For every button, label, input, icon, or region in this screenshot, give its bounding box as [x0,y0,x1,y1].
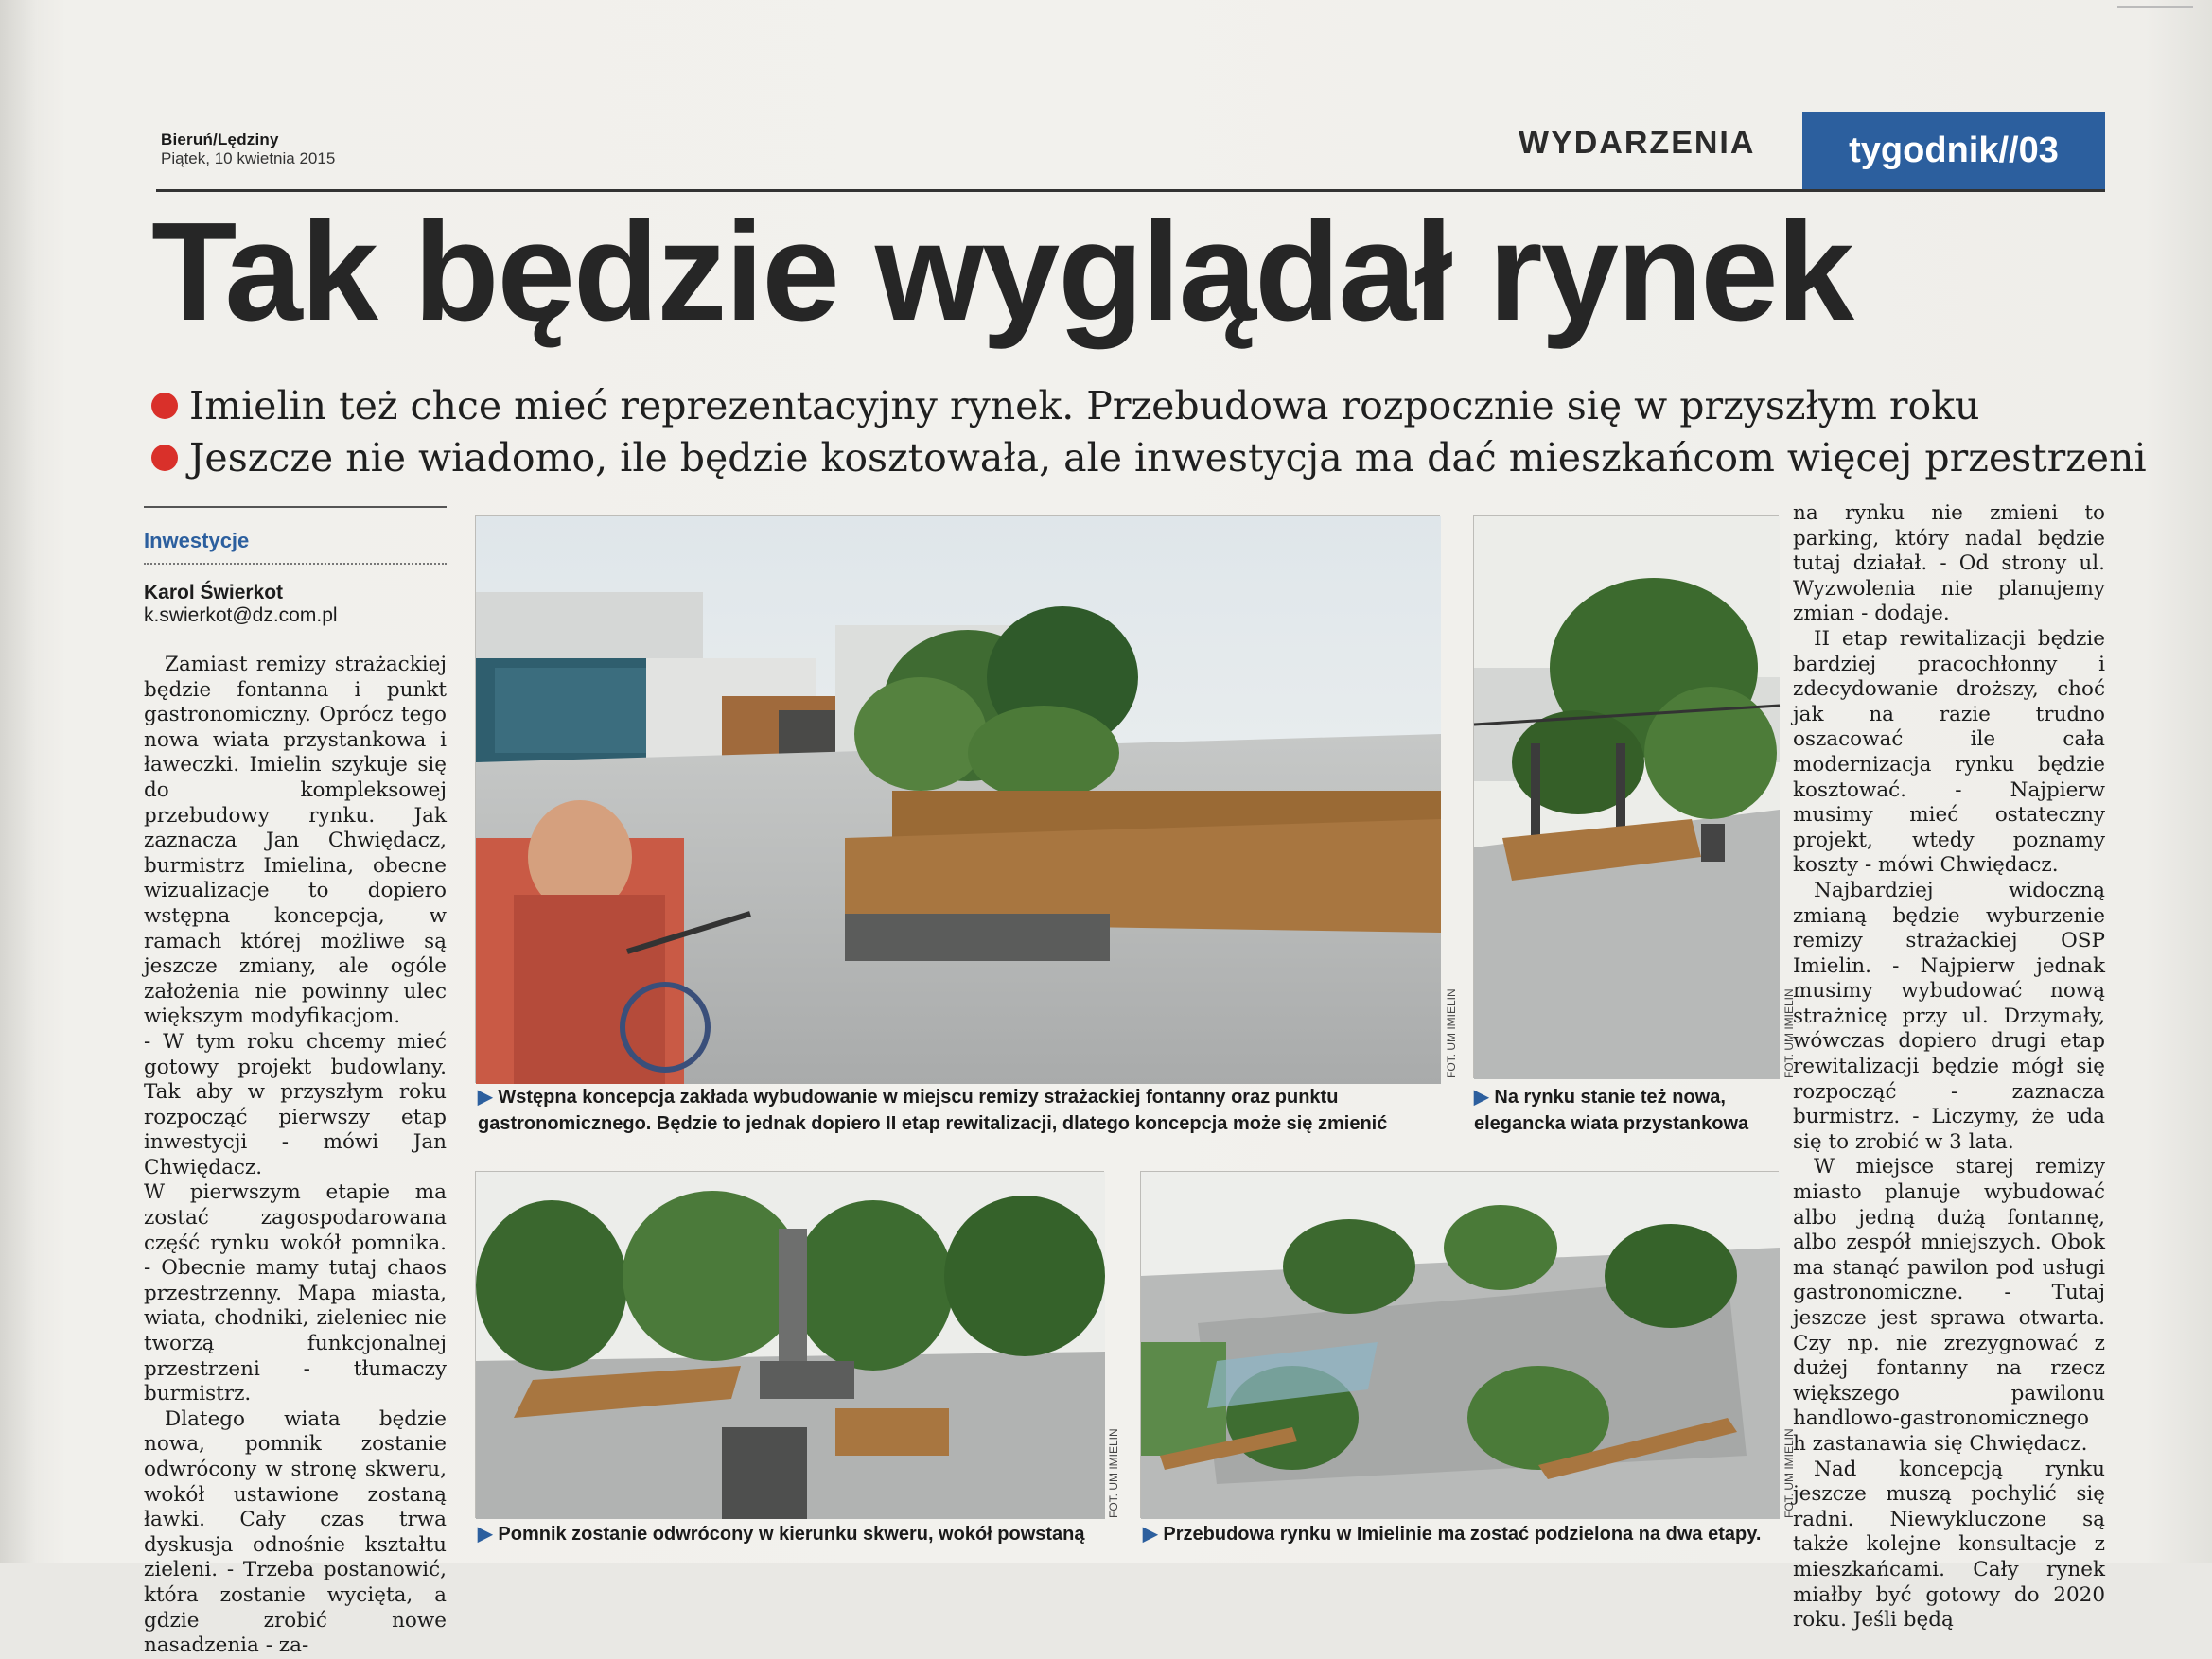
masthead-info [161,131,335,168]
subheadline-1-text: Imielin też chce mieć reprezentacyjny rynek. Przebudowa rozpocznie się w przyszłym roku [189,383,1980,428]
scan-mark [2117,6,2193,15]
header-rule [156,189,2105,192]
caption-line [1474,1084,1786,1110]
author-name: Karol Świerkot [144,582,284,603]
paragraph: W miejsce starej remizy miasto planuje wybudować albo jedną dużą fontannę, albo zespół mniejszych. Obok ma stanąć pawilon pod usługi gastronomiczne. - Tutaj jeszcze jest sprawa otwarta. Czy np. nie zrezygnować z dużej fontanny na rzecz większego pawilonu handlowo-gastronomicznego h zastanawia się Chwiędacz. [1793,1155,2105,1456]
paragraph: Dlatego wiata będzie nowa, pomnik zostanie odwrócony w stronę skweru, wokół ustawione zostaną ławki. Cały czas trwa dyskusja odnośnie kształtu zieleni. - Trzeba postanowić, która zostanie wycięta, a gdzie zrobić nowe nasadzenia - za- [144,1406,447,1658]
photo-credit: FOT. UM IMIELIN [1107,1428,1120,1518]
article-body-left [144,653,447,1658]
bullet-icon [151,445,178,471]
category-label: Inwestycje [144,529,250,552]
paragraph: II etap rewitalizacji będzie bardziej pracochłonny i zdecydowanie droższy, choć jak na razie trudno oszacować ile cała modernizacja rynku będzie kosztować. - Najpierw musimy mieć ostateczny projekt, wtedy poznamy koszty - mówi Chwiędacz. [1793,626,2105,878]
caption-text: Wstępna koncepcja zakłada wybudowanie w miejscu remizy strażackiej fontanny oraz punktu [498,1087,1339,1108]
caption-text: Na rynku stanie też nowa, [1494,1087,1726,1108]
caption-monument [478,1521,1121,1547]
edition-name: Bieruń/Lędziny [161,131,279,148]
category-rule [144,563,447,565]
byline-rule [144,506,447,508]
photo-credit: FOT. UM IMIELIN [1445,988,1458,1078]
visualization-monument-image [475,1171,1104,1518]
caption-line [478,1521,1121,1547]
caption-arrow-icon: ▶ [478,1087,493,1108]
subheadline-2 [151,435,2147,480]
caption-text: Przebudowa rynku w Imielinie ma zostać podzielona na dwa etapy. [1163,1524,1762,1545]
byline-block [144,506,447,627]
caption-line: elegancka wiata przystankowa [1474,1113,1749,1134]
headline: Tak będzie wyglądał rynek [151,194,1852,350]
caption-arrow-icon: ▶ [478,1524,493,1545]
visualization-fountain-image [475,515,1440,1083]
caption-line: gastronomicznego. Będzie to jednak dopiero II etap rewitalizacji, dlatego koncepcja może się zmienić [478,1113,1388,1134]
paragraph: Zamiast remizy strażackiej będzie fontanna i punkt gastronomiczny. Oprócz tego nowa wiata przystankowa i ławeczki. Imielin szykuje się do kompleksowej przebudowy rynku. Jak zaznacza Jan Chwiędacz, burmistrz Imielina, obecne wizualizacje to dopiero wstępna koncepcja, w ramach której możliwe są jeszcze zmiany, ale ogóle założenia nie powinny ulec większym modyfikacjom. [144,653,447,1029]
section-label: WYDARZENIA [1519,125,1756,161]
issue-date: Piątek, 10 kwietnia 2015 [161,149,336,167]
page-mark: tygodnik//03 [1802,112,2105,189]
photo-credit: FOT. UM IMIELIN [1782,1428,1796,1518]
bullet-icon [151,393,178,419]
caption-arrow-icon: ▶ [1474,1087,1489,1108]
caption-arrow-icon: ▶ [1143,1524,1158,1545]
visualization-aerial-image [1140,1171,1779,1518]
visualization-shelter-image [1473,515,1779,1078]
author-email: k.swierkot@dz.com.pl [144,604,338,626]
article-body-right [1793,501,2105,1633]
paragraph: - W tym roku chcemy mieć gotowy projekt budowlany. Tak aby w przyszłym roku rozpocząć pierwszy etap inwestycji - mówi Jan Chwiędacz. [144,1029,447,1179]
subheadline-1 [151,383,1979,428]
subheadline-2-text: Jeszcze nie wiadomo, ile będzie kosztowała, ale inwestycja ma dać mieszkańcom więcej przestrzeni [189,435,2147,480]
scan-edge [0,0,38,1563]
paragraph: Najbardziej widoczną zmianą będzie wyburzenie remizy strażackiej OSP Imielin. - Najpierw jednak musimy wybudować nową strażnicę przy ul. Drzymały, wówczas dopiero drugi etap rewitalizacji będzie mógł się rozpocząć - zaznacza burmistrz. - Liczymy, że uda się to zrobić w 3 lata. [1793,878,2105,1154]
caption-line [1143,1521,1786,1547]
caption-fountain [478,1084,1462,1137]
caption-line [478,1084,1462,1110]
paragraph: Nad koncepcją rynku jeszcze muszą pochylić się radni. Niewykluczone są także kolejne konsultacje z mieszkańcami. Cały rynek miałby być gotowy do 2020 roku. Jeśli będą [1793,1457,2105,1633]
caption-aerial [1143,1521,1786,1547]
paragraph: W pierwszym etapie ma zostać zagospodarowana część rynku wokół pomnika. - Obecnie mamy tutaj chaos przestrzenny. Mapa miasta, wiata, chodniki, zieleniec nie tworzą funkcjonalnej przestrzeni - tłumaczy burmistrz. [144,1180,447,1406]
caption-text: Pomnik zostanie odwrócony w kierunku skweru, wokół powstaną [498,1524,1085,1545]
photo-credit: FOT. UM IMIELIN [1782,988,1796,1078]
paragraph: na rynku nie zmieni to parking, który nadal będzie tutaj działał. - Od strony ul. Wyzwolenia nie planujemy zmian - dodaje. [1793,501,2105,626]
caption-shelter [1474,1084,1786,1137]
